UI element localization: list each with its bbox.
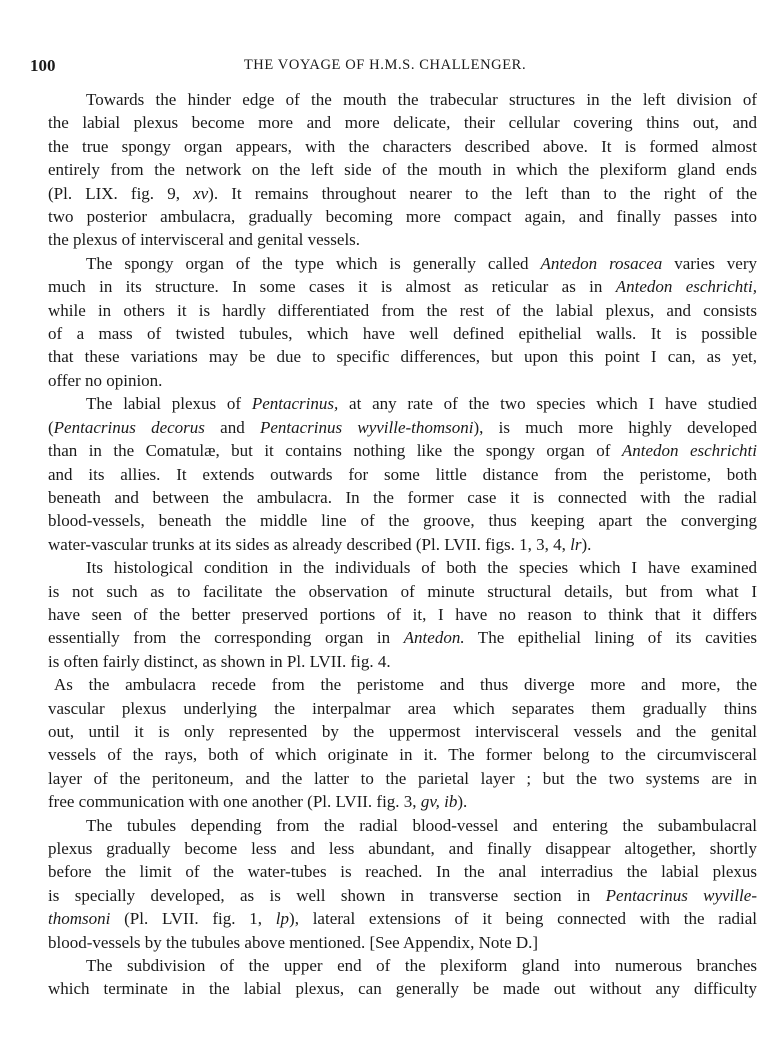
italic-text: Antedon eschrichti — [621, 441, 757, 461]
italic-text: Antedon. — [403, 628, 465, 648]
text-line — [48, 884, 757, 907]
paragraph — [48, 673, 757, 813]
paragraph — [48, 88, 757, 252]
text-segment: and its allies. It extends outwards for some little distance from the peristome, both — [48, 464, 757, 484]
paragraph — [48, 556, 757, 673]
text-segment: As the ambulacra recede from the peristome and thus diverge more and more, the — [54, 675, 757, 695]
text-segment: ). — [581, 534, 592, 554]
text-segment: ). — [457, 792, 468, 812]
text-segment: varies very — [662, 253, 757, 273]
text-segment: essentially from the corresponding organ in — [48, 628, 404, 648]
text-segment: blood-vessels by the tubules above mentioned. [See Appendix, Note D.] — [48, 932, 539, 952]
text-segment: out, until it is only represented by the uppermost intervisceral vessels and the genital — [48, 721, 757, 741]
paragraph — [48, 954, 757, 1001]
text-segment: two posterior ambulacra, gradually becoming more compact again, and finally passes into — [48, 207, 757, 227]
text-segment: while in others it is hardly differentiated from the rest of the labial plexus, and consists — [48, 300, 757, 320]
text-line — [48, 88, 757, 111]
text-segment: plexus gradually become less and less abundant, and finally disappear altogether, shortly — [48, 839, 757, 858]
italic-text: lr — [570, 534, 582, 554]
text-line — [48, 228, 757, 251]
italic-text: gv, ib — [420, 792, 458, 812]
text-segment: vessels of the rays, both of which originate in it. The former belong to the circumvisceral — [48, 745, 757, 765]
italic-text: lp — [275, 909, 290, 929]
text-line — [48, 416, 757, 439]
body-text — [48, 88, 757, 1001]
text-segment: The tubules depending from the radial blood-vessel and entering the subambulacral — [86, 815, 757, 835]
text-segment: vascular plexus underlying the interpalmar area which separates them gradually thins — [48, 698, 757, 718]
text-line — [48, 626, 757, 649]
text-line — [48, 299, 757, 322]
text-line — [48, 463, 757, 486]
running-title: THE VOYAGE OF H.M.S. CHALLENGER. — [243, 57, 527, 73]
text-segment: blood-vessels, beneath the middle line of the groove, thus keeping apart the converging — [48, 511, 757, 531]
text-segment: entirely from the network on the left side of the mouth in which the plexiform gland ends — [48, 160, 757, 180]
text-segment: free communication with one another (Pl. LVII. fig. 3, — [48, 792, 421, 812]
italic-text: Antedon rosacea — [540, 253, 663, 273]
text-segment: ), is much more highly developed — [473, 417, 757, 437]
text-line — [48, 673, 757, 696]
text-segment: (Pl. LVII. fig. 1, — [110, 909, 276, 929]
text-line — [48, 814, 757, 837]
paragraph — [48, 252, 757, 392]
italic-text: thomsoni — [48, 909, 111, 929]
text-segment: and — [204, 417, 260, 437]
text-segment: is specially developed, as is well shown in transverse section in — [48, 885, 606, 905]
text-segment: is not such as to facilitate the observation of minute structural details, but from what I — [48, 581, 757, 601]
text-segment: which terminate in the labial plexus, can generally be made out without any difficulty — [48, 979, 757, 999]
text-segment: layer of the peritoneum, and the latter to the parietal layer ; but the two systems are in — [48, 768, 757, 788]
italic-text: xv — [193, 183, 209, 203]
text-line — [48, 182, 757, 205]
text-line — [48, 650, 757, 673]
text-segment: that these variations may be due to specific differences, but upon this point I can, as yet, — [48, 347, 757, 367]
text-line — [48, 931, 757, 954]
text-segment: before the limit of the water-tubes is reached. In the anal interradius the labial plexus — [48, 862, 757, 882]
text-segment: water-vascular trunks at its sides as already described (Pl. LVII. figs. 1, 3, 4, — [48, 534, 571, 554]
text-segment: The epithelial lining of its cavities — [464, 628, 757, 648]
text-line — [48, 322, 757, 345]
italic-text: Pentacrinus wyville- — [605, 885, 757, 905]
italic-text: Pentacrinus decorus — [53, 417, 205, 437]
text-line — [48, 580, 757, 603]
page-header — [30, 56, 740, 78]
text-segment: the labial plexus become more and more delicate, their cellular covering thins out, and — [48, 113, 757, 133]
text-line — [48, 720, 757, 743]
italic-text: Antedon eschrichti, — [615, 277, 757, 297]
text-line — [48, 790, 757, 813]
text-line — [48, 392, 757, 415]
text-segment: The spongy organ of the type which is generally called — [86, 253, 541, 273]
text-segment: beneath and between the ambulacra. In the former case it is connected with the radial — [48, 487, 757, 507]
text-line — [48, 345, 757, 368]
text-segment: much in its structure. In some cases it is almost as reticular as in — [48, 277, 616, 297]
text-segment: The labial plexus of — [86, 394, 252, 414]
text-line — [48, 252, 757, 275]
text-segment: the true spongy organ appears, with the characters described above. It is formed almost — [48, 136, 757, 156]
text-segment: offer no opinion. — [48, 370, 163, 390]
text-line — [48, 439, 757, 462]
text-segment: (Pl. LIX. fig. 9, — [48, 183, 194, 203]
text-segment: ), lateral extensions of it being connected with the radial — [289, 909, 757, 929]
italic-text: Pentacrinus wyville-thomsoni — [259, 417, 474, 437]
text-line — [48, 205, 757, 228]
text-line — [48, 743, 757, 766]
text-segment: ). It remains throughout nearer to the left than to the right of the — [208, 183, 757, 203]
text-line — [48, 486, 757, 509]
text-segment: Towards the hinder edge of the mouth the trabecular structures in the left division of — [86, 90, 757, 109]
page-number: 100 — [30, 56, 56, 75]
text-segment: than in the Comatulæ, but it contains nothing like the spongy organ of — [48, 441, 622, 461]
text-line — [48, 907, 757, 930]
text-line — [48, 603, 757, 626]
text-segment: of a mass of twisted tubules, which have well defined epithelial walls. It is possible — [48, 324, 757, 344]
text-line — [48, 275, 757, 298]
text-line — [48, 837, 757, 860]
text-line — [48, 111, 757, 134]
paragraph — [48, 392, 757, 556]
text-segment: have seen of the better preserved portions of it, I have no reason to think that it differs — [48, 604, 757, 624]
text-segment: Its histological condition in the individuals of both the species which I have examined — [86, 558, 757, 578]
text-line — [48, 954, 757, 977]
text-line — [48, 509, 757, 532]
text-segment: the plexus of intervisceral and genital vessels. — [48, 230, 361, 250]
text-segment: at any rate of the two species which I have studied — [338, 394, 757, 414]
text-line — [48, 533, 757, 556]
text-line — [48, 860, 757, 883]
text-segment: The subdivision of the upper end of the plexiform gland into numerous branches — [86, 956, 757, 976]
paragraph — [48, 814, 757, 954]
text-segment: ( — [48, 417, 54, 437]
text-line — [48, 767, 757, 790]
text-line — [48, 556, 757, 579]
text-segment: is often fairly distinct, as shown in Pl. LVII. fig. 4. — [48, 651, 391, 671]
text-line — [48, 369, 757, 392]
text-line — [48, 135, 757, 158]
text-line — [48, 158, 757, 181]
text-line — [48, 977, 757, 1000]
text-line — [48, 697, 757, 720]
italic-text: Pentacrinus, — [251, 394, 339, 414]
